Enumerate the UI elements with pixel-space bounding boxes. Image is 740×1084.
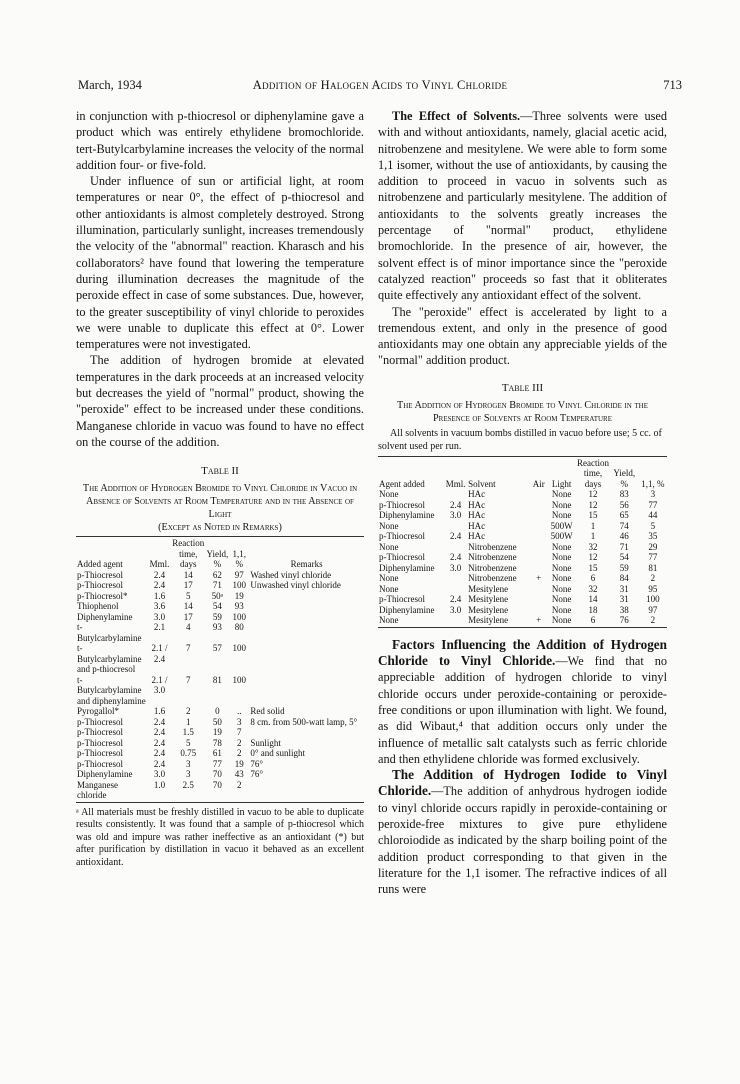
table-cell: None xyxy=(379,583,399,594)
table-row xyxy=(76,706,364,717)
table-cell: Mesitylene xyxy=(468,594,509,605)
table-cell: 5 xyxy=(650,520,656,531)
table-row xyxy=(76,738,364,749)
table3-label: Table III xyxy=(501,381,544,394)
table-cell: 2.4 xyxy=(153,748,166,759)
table-cell: 76° xyxy=(250,769,263,780)
table3-header: 1,1, % xyxy=(641,478,665,489)
right-paragraph-3: Factors Influencing the Addition of Hydrogen Chloride to Vinyl Chloride.—We find that no appreciable addition of hydrogen chloride to vinyl chloride occurs under peroxide-containing or peroxide-free conditions or upon illumination with light. We found, as did Wibaut,⁴ that addition occurs only under the influence of metallic salt catalysts such as ferric chloride and then ethylidene chloride was formed exclusively. xyxy=(378,636,667,766)
table-cell: p-Thiocresol xyxy=(77,569,123,580)
table-cell: 3.0 xyxy=(449,510,462,521)
table-cell: 3 xyxy=(237,716,242,727)
left-column xyxy=(76,108,364,869)
table-cell: p-Thiocresol xyxy=(379,594,425,605)
table-cell: HAc xyxy=(468,510,486,521)
table-cell: 2.1 xyxy=(153,622,166,633)
table-row xyxy=(378,510,667,521)
left-paragraph-1: in conjunction with p-thiocresol or diphenylamine gave a product which was entirely ethylidene bromochloride. tert-Butylcarbylamine increases the velocity of the normal addition four- or five-fold. xyxy=(76,109,364,172)
table-cell: p-Thiocresol xyxy=(379,499,425,510)
table-cell: 3.0 xyxy=(153,769,166,780)
table-cell: Diphenylamine xyxy=(77,769,133,780)
table-row xyxy=(378,573,667,584)
table3-header: Light xyxy=(551,478,572,489)
table-cell: None xyxy=(551,604,572,615)
table-cell: HAc xyxy=(468,489,486,500)
table-cell: 76° xyxy=(250,758,263,769)
table-row xyxy=(76,769,364,780)
table-cell: t-Butylcarbylamine and diphenylamine xyxy=(77,674,146,706)
left-paragraph-3: The addition of hydrogen bromide at elevated temperatures in the dark proceeds at an increased velocity but decreases the yield of "normal" product, showing the "peroxide" effect to be increased under these conditions. Manganese chloride in vacuo was found to have no effect on the course of the addition. xyxy=(76,353,364,449)
table-row xyxy=(378,584,667,595)
table-cell: 500W xyxy=(550,520,573,531)
section-heading-solvents: The Effect of Solvents. xyxy=(392,109,521,123)
right-paragraph-2: The "peroxide" effect is accelerated by light to a tremendous extent, and only in the presence of good antioxidants may one obtain any appreciable yields of the "normal" addition product. xyxy=(378,304,667,368)
table-cell xyxy=(249,601,364,612)
table-row xyxy=(378,489,667,500)
table-cell: 100 xyxy=(232,643,247,654)
table-row xyxy=(76,748,364,759)
table-cell: 97 xyxy=(648,604,658,615)
table-cell xyxy=(444,573,467,584)
table2-header: Added agent xyxy=(77,559,123,570)
table-cell: Nitrobenzene xyxy=(468,541,517,552)
table-cell: 2.4 xyxy=(449,499,462,510)
table-cell: 7 xyxy=(185,674,191,685)
table-cell: 14 xyxy=(183,601,193,612)
table-cell: 2.4 xyxy=(153,737,166,748)
table2-caption: The Addition of Hydrogen Bromide to Vinyl Chloride in Vacuo in Absence of Solvents at Room Temperature and in the Absence of Light xyxy=(82,483,358,521)
table-cell: p-Thiocresol xyxy=(77,737,123,748)
table-cell: 59 xyxy=(212,611,222,622)
header-title: Addition of Halogen Acids to Vinyl Chloride xyxy=(252,78,508,92)
table-cell: 1.0 xyxy=(153,779,166,790)
table-cell xyxy=(530,510,547,521)
table3-header: Solvent xyxy=(468,478,496,489)
table-cell xyxy=(530,521,547,532)
table-cell: 2 xyxy=(650,573,656,584)
table-cell: 32 xyxy=(588,541,598,552)
table-cell: 77 xyxy=(212,758,222,769)
table-cell: 7 xyxy=(237,727,242,738)
table-cell xyxy=(249,780,364,801)
table-cell: Diphenylamine xyxy=(379,562,435,573)
table-row xyxy=(378,605,667,616)
table-cell xyxy=(530,563,547,574)
table-cell xyxy=(530,489,547,500)
table-cell: 15 xyxy=(588,510,598,521)
table-cell xyxy=(249,612,364,623)
table-cell: 65 xyxy=(619,510,629,521)
table-cell: 97 xyxy=(234,569,244,580)
table-cell: 2.4 xyxy=(153,727,166,738)
table-cell: 100 xyxy=(232,611,247,622)
table-cell: 81 xyxy=(212,674,222,685)
table-cell: None xyxy=(379,489,399,500)
table-cell: Nitrobenzene xyxy=(468,573,517,584)
table-cell: 71 xyxy=(212,580,222,591)
table-row xyxy=(76,580,364,591)
table-cell: 14 xyxy=(183,569,193,580)
table-cell: 0 xyxy=(215,706,220,717)
table-cell: 77 xyxy=(648,499,658,510)
table-cell: 93 xyxy=(212,622,222,633)
table3-note: All solvents in vacuum bombs distilled in vacuo before use; 5 cc. of solvent used per run. xyxy=(378,427,662,452)
table-cell: Mesitylene xyxy=(468,604,509,615)
table-cell: 77 xyxy=(648,552,658,563)
table-cell: 15 xyxy=(588,562,598,573)
table-cell: 57 xyxy=(212,643,222,654)
table-cell: t-Butylcarbylamine and p-thiocresol xyxy=(77,643,142,675)
table-cell xyxy=(249,727,364,738)
table-cell: 2.1 / 3.0 xyxy=(151,674,168,696)
right-column xyxy=(378,108,667,898)
table-cell xyxy=(530,605,547,616)
table-cell: 80 xyxy=(234,622,244,633)
table-cell: 19 xyxy=(234,758,244,769)
table-cell xyxy=(444,521,467,532)
table-row xyxy=(76,717,364,728)
table-cell: HAc xyxy=(468,520,486,531)
table-cell: Red solid xyxy=(250,706,285,717)
table-row xyxy=(76,591,364,602)
table-cell: .. xyxy=(237,706,242,717)
table-cell: 81 xyxy=(648,562,658,573)
table-cell: 12 xyxy=(588,489,598,500)
table-cell: 3 xyxy=(185,769,191,780)
table-cell: 35 xyxy=(648,531,658,542)
table-cell xyxy=(530,500,547,511)
right-paragraph-4: The Addition of Hydrogen Iodide to Vinyl Chloride.—The addition of anhydrous hydrogen iodide to vinyl chloride occurs rapidly in peroxide-containing or peroxide-free mixtures to give pure ethylidene chloroiodide as indicated by the sharp boiling point of the addition product corresponding to that given in the literature for the 1,1 isomer. The refractive indices of all runs were xyxy=(378,767,667,897)
table-cell: p-Thiocresol xyxy=(77,580,123,591)
table-cell: 17 xyxy=(183,611,193,622)
table-row xyxy=(76,643,364,675)
table-cell: 2.4 xyxy=(153,758,166,769)
table-cell: 93 xyxy=(234,601,244,612)
table-cell: 5 xyxy=(185,737,191,748)
table-cell xyxy=(530,552,547,563)
table-cell: Thiophenol xyxy=(77,601,119,612)
table-cell: Unwashed vinyl chloride xyxy=(250,580,341,591)
table2-header: Remarks xyxy=(290,559,323,570)
table-cell: 70 xyxy=(212,779,222,790)
table-cell: None xyxy=(551,510,572,521)
table-cell: None xyxy=(551,594,572,605)
table-cell: 2.1 / 2.4 xyxy=(151,643,168,664)
table-cell xyxy=(530,584,547,595)
table-cell: Mesitylene xyxy=(468,583,509,594)
table3 xyxy=(378,458,667,626)
table-row xyxy=(378,615,667,626)
table-cell: 2.4 xyxy=(449,594,462,605)
table-cell: 1.6 xyxy=(153,590,166,601)
table-cell: 2.4 xyxy=(449,552,462,563)
table-cell: 4 xyxy=(185,622,191,633)
table2-footnote: ᵃ All materials must be freshly distilled in vacuo to be able to duplicate results consistently. It was found that a sample of p-thiocresol which was old and impure was rather ineffective as an antioxidant (*) but after purification by distillation in vacuo it behaved as an excellent antioxidant. xyxy=(76,806,364,868)
table-row xyxy=(76,759,364,770)
table-cell: 12 xyxy=(588,552,598,563)
table-cell: 100 xyxy=(232,674,247,685)
table-cell xyxy=(444,489,467,500)
table-cell: 19 xyxy=(212,727,222,738)
table-cell: None xyxy=(379,615,399,626)
table-cell: 2 xyxy=(650,615,656,626)
table-cell: 38 xyxy=(619,604,629,615)
table2-header: Yield, % xyxy=(206,548,229,570)
table3-caption: The Addition of Hydrogen Bromide to Vinyl Chloride in the Presence of Solvents at Room Temperature xyxy=(397,399,648,424)
table-cell: 2 xyxy=(185,706,191,717)
table-cell: 1 xyxy=(185,716,191,727)
table-cell: Nitrobenzene xyxy=(468,552,517,563)
table-cell: 1 xyxy=(590,531,596,542)
table-cell: 6 xyxy=(590,615,596,626)
table-cell: 3.0 xyxy=(449,604,462,615)
table3-header: Yield, % xyxy=(613,468,636,489)
table-cell: 17 xyxy=(183,580,193,591)
table-cell: 8 cm. from 500-watt lamp, 5° xyxy=(250,716,358,727)
table-cell: HAc xyxy=(468,531,486,542)
table-cell: Sunlight xyxy=(250,737,281,748)
table2 xyxy=(76,538,364,801)
table-cell: HAc xyxy=(468,499,486,510)
table-cell: 3.0 xyxy=(449,562,462,573)
table-cell: None xyxy=(551,573,572,584)
table-cell: None xyxy=(379,573,399,584)
table-cell: 59 xyxy=(619,562,629,573)
table-cell: 31 xyxy=(619,594,629,605)
table-cell xyxy=(530,594,547,605)
table2-header: Mml. xyxy=(149,559,170,570)
table-cell: 54 xyxy=(212,601,222,612)
table-cell: Pyrogallol* xyxy=(77,706,119,717)
table-cell: 76 xyxy=(619,615,629,626)
table2-header: 1,1, % xyxy=(232,548,247,570)
table-cell: p-Thiocresol xyxy=(379,531,425,542)
table-cell: p-Thiocresol xyxy=(379,552,425,563)
table-cell: 5 xyxy=(185,590,191,601)
table-cell: 6 xyxy=(590,573,596,584)
table-cell: p-Thiocresol xyxy=(77,748,123,759)
table-cell: 3.6 xyxy=(153,601,166,612)
section-heading-hcl: Factors Influencing the Addition of Hydrogen Chloride to Vinyl Chloride. xyxy=(378,636,667,669)
table-row xyxy=(76,727,364,738)
table-cell: 2.4 xyxy=(153,716,166,727)
table-cell: t-Butylcarbylamine xyxy=(77,622,142,643)
table-cell: 44 xyxy=(648,510,658,521)
table-cell: 1 xyxy=(590,520,596,531)
left-paragraph-2: Under influence of sun or artificial light, at room temperatures or near 0°, the effect of p-thiocresol and other antioxidants is almost completely destroyed. Strong illumination, particularly sunlight, increases tremendously the velocity of the "abnormal" reaction. Kharasch and his collaborators² have found that lowering the temperature during illumination decreases the magnitude of the peroxide effect in case of some substances. Due, however, to the greater susceptibility of vinyl chloride to peroxides we were unable to duplicate this effect at 0°. Lower temperatures were not investigated. xyxy=(76,174,364,352)
table2-header: Reaction time, days xyxy=(172,538,205,570)
table-cell xyxy=(249,591,364,602)
table-cell: Mesitylene xyxy=(468,615,509,626)
right-paragraph-1: The Effect of Solvents.—Three solvents were used with and without antioxidants, namely, glacial acetic acid, nitrobenzene and mesitylene. We were able to form some 1,1 isomer, without the use of antioxidants, by causing the addition to proceed in vacuo in solvents such as nitrobenzene and particularly mesitylene. The addition of antioxidants to the solvents greatly increases the percentage of "normal" product, ethylidene bromochloride. In the presence of air, however, the solvent effect is of minor importance since the "peroxide catalyzed reaction" proceeds so fast that it obliterates quite effectively any antioxidant effect of the solvent. xyxy=(378,109,667,303)
table-cell: 0.75 xyxy=(180,748,197,759)
table-cell: 2 xyxy=(237,779,242,790)
table3-header: Agent added xyxy=(379,478,425,489)
table-cell xyxy=(530,542,547,553)
table-cell: 2.4 xyxy=(153,569,166,580)
table-cell: Washed vinyl chloride xyxy=(250,569,332,580)
table-cell: Diphenylamine xyxy=(379,510,435,521)
table-row xyxy=(76,570,364,581)
table-row xyxy=(76,622,364,643)
table-cell: None xyxy=(551,541,572,552)
table-cell: None xyxy=(551,615,572,626)
table-row xyxy=(378,500,667,511)
table-cell: 84 xyxy=(619,573,629,584)
table-cell: 46 xyxy=(619,531,629,542)
table-cell: 83 xyxy=(619,489,629,500)
table-cell: 61 xyxy=(212,748,222,759)
table-row xyxy=(378,542,667,553)
table-cell: None xyxy=(379,520,399,531)
table-cell: 50 xyxy=(212,716,222,727)
table-cell xyxy=(530,531,547,542)
table-cell: p-Thiocresol xyxy=(77,758,123,769)
table-cell: None xyxy=(551,489,572,500)
table-row xyxy=(76,601,364,612)
table-cell: 32 xyxy=(588,583,598,594)
table-cell: p-Thiocresol xyxy=(77,727,123,738)
table2-label: Table II xyxy=(201,465,239,478)
table-cell: 100 xyxy=(232,580,247,591)
table-cell: None xyxy=(551,499,572,510)
table-cell: 7 xyxy=(185,643,191,654)
page-number: 713 xyxy=(663,78,682,92)
table-cell: Diphenylamine xyxy=(379,604,435,615)
table-cell: 54 xyxy=(619,552,629,563)
table-cell: 56 xyxy=(619,499,629,510)
table-cell: 18 xyxy=(588,604,598,615)
table-cell: 100 xyxy=(646,594,660,605)
page-header xyxy=(78,78,682,94)
table-cell: None xyxy=(379,541,399,552)
table-cell: 19 xyxy=(234,590,244,601)
table-cell: 78 xyxy=(212,737,222,748)
table-cell: 2.5 xyxy=(182,779,194,790)
table-cell: 43 xyxy=(234,769,244,780)
table-cell: 31 xyxy=(619,583,629,594)
table-cell: 3.0 xyxy=(153,611,166,622)
section-heading-hi: The Addition of Hydrogen Iodide to Vinyl Chloride. xyxy=(378,767,667,799)
table-cell: 2 xyxy=(237,748,242,759)
table-row xyxy=(378,594,667,605)
table-cell: None xyxy=(551,562,572,573)
table-cell: 70 xyxy=(212,769,222,780)
table-cell: p-Thiocresol xyxy=(77,716,123,727)
table-cell: Manganese chloride xyxy=(77,779,118,801)
table-cell: 12 xyxy=(588,499,598,510)
table-cell: 500W xyxy=(550,531,573,542)
table-cell: None xyxy=(551,552,572,563)
table-cell: 29 xyxy=(648,541,658,552)
table-row xyxy=(378,552,667,563)
table-cell: 1.6 xyxy=(153,706,166,717)
table-cell xyxy=(444,584,467,595)
table-cell: 14 xyxy=(588,594,598,605)
table-row xyxy=(76,675,364,707)
table-cell xyxy=(249,643,364,675)
table-cell: 1.5 xyxy=(182,727,194,738)
table-cell: 3 xyxy=(185,758,191,769)
table-row xyxy=(378,563,667,574)
table-cell: Nitrobenzene xyxy=(468,562,517,573)
table-cell: 74 xyxy=(619,520,629,531)
table-cell: 2.4 xyxy=(153,580,166,591)
table2-caption-sub: (Except as Noted in Remarks) xyxy=(158,522,282,534)
table-cell xyxy=(444,615,467,626)
table-cell: + xyxy=(536,573,542,584)
table3-header: Air xyxy=(532,478,545,489)
table-row xyxy=(76,612,364,623)
table-cell: + xyxy=(536,615,542,626)
table-row xyxy=(378,531,667,542)
table-cell: 0° and sunlight xyxy=(250,748,305,759)
table-cell: p-Thiocresol* xyxy=(77,590,128,601)
table-cell: 62 xyxy=(212,569,222,580)
table3-header: Mml. xyxy=(445,478,466,489)
table-cell: 50ᵃ xyxy=(211,590,224,601)
table-row xyxy=(76,780,364,801)
table-cell: Diphenylamine xyxy=(77,611,133,622)
table-cell xyxy=(249,675,364,707)
table-cell: 2.4 xyxy=(449,531,462,542)
table3-header: Reaction time, days xyxy=(576,457,609,489)
table-cell: 2 xyxy=(237,737,242,748)
header-date: March, 1934 xyxy=(78,78,142,92)
table-cell: 71 xyxy=(619,541,629,552)
table-cell: 95 xyxy=(648,583,658,594)
table-cell xyxy=(444,542,467,553)
table-cell xyxy=(249,622,364,643)
table-cell: 3 xyxy=(650,489,656,500)
table-row xyxy=(378,521,667,532)
table-cell: None xyxy=(551,583,572,594)
